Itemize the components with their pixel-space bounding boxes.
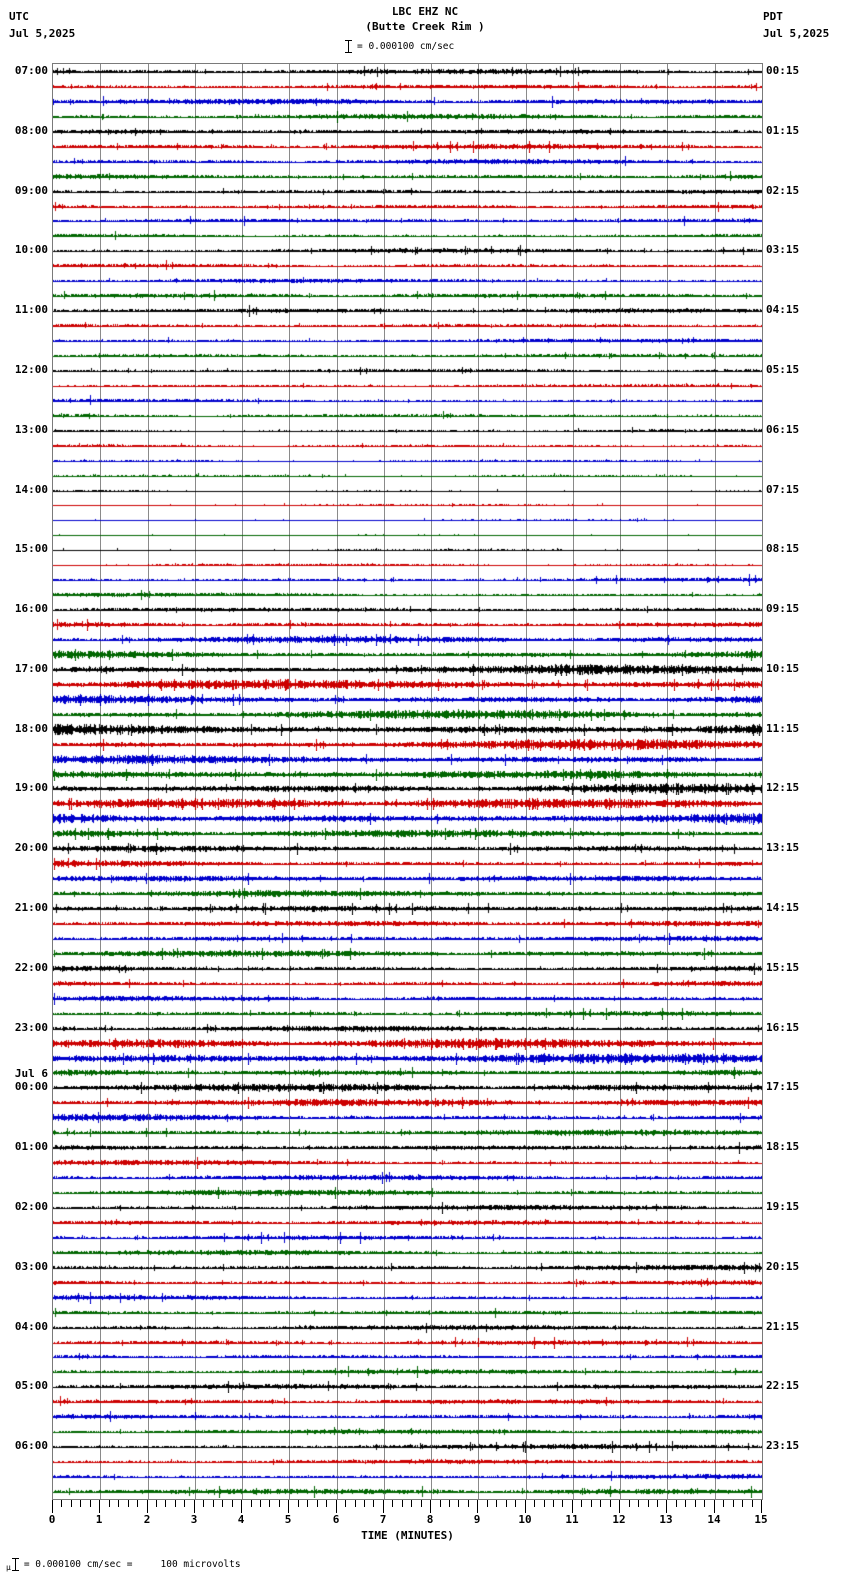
- seismic-trace-row[interactable]: [53, 812, 762, 825]
- seismic-trace-row[interactable]: [53, 1081, 762, 1094]
- seismic-trace-row[interactable]: [53, 872, 762, 885]
- seismic-trace-row[interactable]: [53, 573, 762, 586]
- hour-label-pdt: 01:15: [766, 123, 800, 137]
- seismic-trace-row[interactable]: [53, 1052, 762, 1065]
- seismic-trace-row[interactable]: [53, 827, 762, 840]
- header-center-block: [0, 5, 850, 34]
- seismic-trace-row[interactable]: [53, 65, 762, 78]
- seismic-trace-row[interactable]: [53, 962, 762, 975]
- hour-label-pdt: 23:15: [766, 1439, 800, 1453]
- seismic-trace-row[interactable]: [53, 364, 762, 377]
- header: [0, 0, 850, 58]
- axis-tick-minor: [506, 1500, 507, 1507]
- seismic-trace-row[interactable]: [53, 887, 762, 900]
- seismic-trace-row[interactable]: [53, 678, 762, 691]
- hour-label-pdt: 06:15: [766, 422, 800, 436]
- axis-tick-label: 9: [473, 1513, 481, 1526]
- axis-tick-minor: [345, 1500, 346, 1507]
- seismic-trace-row[interactable]: [53, 1156, 762, 1169]
- axis-tick-minor: [440, 1500, 441, 1507]
- axis-tick-minor: [648, 1500, 649, 1507]
- seismic-trace-row[interactable]: [53, 469, 762, 482]
- axis-tick-minor: [591, 1500, 592, 1507]
- axis-tick-minor: [80, 1500, 81, 1507]
- axis-tick-major: [619, 1500, 620, 1513]
- axis-tick-label: 2: [143, 1513, 151, 1526]
- axis-tick-minor: [298, 1500, 299, 1507]
- axis-tick-label: 14: [707, 1513, 721, 1526]
- axis-tick-minor: [364, 1500, 365, 1507]
- hour-label-utc: 19:00: [14, 781, 48, 795]
- axis-tick-major: [194, 1500, 195, 1513]
- axis-tick-minor: [695, 1500, 696, 1507]
- ibeam-scale-icon: [12, 1558, 19, 1571]
- seismic-trace-row[interactable]: [53, 1395, 762, 1408]
- seismic-trace-row[interactable]: [53, 1171, 762, 1184]
- pdt-date: Jul 5,2025: [763, 27, 830, 40]
- footer-scale-legend: [6, 1558, 241, 1571]
- seismic-trace-row[interactable]: [53, 424, 762, 437]
- axis-tick-minor: [487, 1500, 488, 1507]
- seismic-trace-row[interactable]: [53, 588, 762, 601]
- seismic-trace-row[interactable]: [53, 1455, 762, 1468]
- hour-label-utc: 10:00: [14, 243, 48, 257]
- station-subtitle: (Butte Creek Rim ): [365, 20, 485, 33]
- seismic-trace-row[interactable]: [53, 977, 762, 990]
- axis-tick-minor: [685, 1500, 686, 1507]
- axis-tick-minor: [71, 1500, 72, 1507]
- seismic-trace-row[interactable]: [53, 618, 762, 631]
- axis-tick-minor: [61, 1500, 62, 1507]
- hour-label-pdt: 09:15: [766, 602, 800, 616]
- seismic-trace-row[interactable]: [53, 454, 762, 467]
- axis-tick-major: [241, 1500, 242, 1513]
- axis-tick-major: [99, 1500, 100, 1513]
- seismic-trace-row[interactable]: [53, 304, 762, 317]
- seismic-trace-row[interactable]: [53, 558, 762, 571]
- seismic-trace-row[interactable]: [53, 289, 762, 302]
- seismic-trace-row[interactable]: [53, 1336, 762, 1349]
- day-boundary-label: Jul 6: [14, 1067, 48, 1081]
- seismic-trace-row[interactable]: [53, 319, 762, 332]
- hour-label-utc: 15:00: [14, 542, 48, 556]
- seismic-trace-row[interactable]: [53, 603, 762, 616]
- seismic-trace-row[interactable]: [53, 768, 762, 781]
- seismic-trace-row[interactable]: [53, 1425, 762, 1438]
- axis-tick-minor: [553, 1500, 554, 1507]
- axis-tick-minor: [496, 1500, 497, 1507]
- seismic-trace-row[interactable]: [53, 902, 762, 915]
- seismic-trace-row[interactable]: [53, 857, 762, 870]
- hour-label-utc: 23:00: [14, 1020, 48, 1034]
- seismic-trace-row[interactable]: [53, 140, 762, 153]
- axis-tick-minor: [373, 1500, 374, 1507]
- seismic-trace-row[interactable]: [53, 1141, 762, 1154]
- seismic-trace-row[interactable]: [53, 1096, 762, 1109]
- hour-label-pdt: 12:15: [766, 781, 800, 795]
- seismic-trace-row[interactable]: [53, 244, 762, 257]
- hour-label-utc: 17:00: [14, 661, 48, 675]
- axis-tick-minor: [676, 1500, 677, 1507]
- seismic-trace-row[interactable]: [53, 214, 762, 227]
- axis-tick-minor: [232, 1500, 233, 1507]
- helicorder-plot-area[interactable]: [52, 63, 763, 1500]
- hour-label-pdt: 14:15: [766, 901, 800, 915]
- hour-label-utc: 16:00: [14, 602, 48, 616]
- seismic-trace-row[interactable]: [53, 1037, 762, 1050]
- header-right-timezone-block: [763, 8, 829, 42]
- axis-tick-minor: [213, 1500, 214, 1507]
- seismic-trace-row[interactable]: [53, 1111, 762, 1124]
- axis-tick-minor: [175, 1500, 176, 1507]
- axis-tick-minor: [165, 1500, 166, 1507]
- axis-tick-major: [52, 1500, 53, 1513]
- axis-tick-minor: [279, 1500, 280, 1507]
- hour-label-pdt: 05:15: [766, 362, 800, 376]
- header-scale-text: = 0.000100 cm/sec: [357, 40, 455, 52]
- seismic-trace-row[interactable]: [53, 1126, 762, 1139]
- axis-tick-minor: [723, 1500, 724, 1507]
- axis-tick-label: 3: [190, 1513, 198, 1526]
- axis-tick-minor: [629, 1500, 630, 1507]
- seismic-trace-row[interactable]: [53, 723, 762, 736]
- axis-tick-major: [714, 1500, 715, 1513]
- seismic-trace-row[interactable]: [53, 155, 762, 168]
- seismic-trace-row[interactable]: [53, 708, 762, 721]
- seismic-trace-row[interactable]: [53, 753, 762, 766]
- axis-tick-label: 10: [518, 1513, 532, 1526]
- axis-tick-minor: [600, 1500, 601, 1507]
- hour-label-utc: 03:00: [14, 1259, 48, 1273]
- seismic-trace-row[interactable]: [53, 842, 762, 855]
- seismic-trace-row[interactable]: [53, 439, 762, 452]
- seismic-trace-row[interactable]: [53, 1276, 762, 1289]
- seismic-trace-row[interactable]: [53, 797, 762, 810]
- axis-tick-minor: [638, 1500, 639, 1507]
- axis-tick-minor: [704, 1500, 705, 1507]
- axis-tick-major: [572, 1500, 573, 1513]
- axis-tick-minor: [544, 1500, 545, 1507]
- seismic-trace-row[interactable]: [53, 125, 762, 138]
- seismic-trace-row[interactable]: [53, 1066, 762, 1079]
- hour-label-pdt: 08:15: [766, 542, 800, 556]
- seismic-trace-row[interactable]: [53, 1440, 762, 1453]
- axis-tick-minor: [326, 1500, 327, 1507]
- axis-tick-label: 5: [284, 1513, 292, 1526]
- header-scale-legend: [345, 38, 454, 54]
- hour-label-utc: 13:00: [14, 422, 48, 436]
- axis-tick-minor: [515, 1500, 516, 1507]
- hour-label-utc: 11:00: [14, 303, 48, 317]
- seismic-trace-row[interactable]: [53, 394, 762, 407]
- seismic-trace-row[interactable]: [53, 1321, 762, 1334]
- seismic-trace-row[interactable]: [53, 947, 762, 960]
- axis-tick-major: [430, 1500, 431, 1513]
- axis-tick-minor: [468, 1500, 469, 1507]
- hour-label-pdt: 00:15: [766, 63, 800, 77]
- hour-label-utc: 02:00: [14, 1200, 48, 1214]
- hour-label-utc: 18:00: [14, 721, 48, 735]
- axis-tick-label: 13: [659, 1513, 673, 1526]
- seismic-trace-row[interactable]: [53, 693, 762, 706]
- axis-tick-minor: [260, 1500, 261, 1507]
- hour-label-pdt: 10:15: [766, 661, 800, 675]
- axis-tick-minor: [562, 1500, 563, 1507]
- seismic-trace-row[interactable]: [53, 185, 762, 198]
- axis-tick-major: [383, 1500, 384, 1513]
- seismic-trace-row[interactable]: [53, 528, 762, 541]
- seismic-trace-row[interactable]: [53, 917, 762, 930]
- axis-tick-minor: [458, 1500, 459, 1507]
- seismic-trace-row[interactable]: [53, 229, 762, 242]
- axis-tick-minor: [118, 1500, 119, 1507]
- seismic-trace-row[interactable]: [53, 1231, 762, 1244]
- axis-tick-label: 6: [332, 1513, 340, 1526]
- axis-tick-minor: [203, 1500, 204, 1507]
- seismic-trace-row[interactable]: [53, 932, 762, 945]
- axis-tick-major: [147, 1500, 148, 1513]
- axis-tick-label: 11: [565, 1513, 579, 1526]
- hour-label-utc: 05:00: [14, 1379, 48, 1393]
- seismic-trace-row[interactable]: [53, 484, 762, 497]
- seismic-trace-row[interactable]: [53, 1261, 762, 1274]
- seismic-trace-row[interactable]: [53, 992, 762, 1005]
- hour-label-pdt: 16:15: [766, 1020, 800, 1034]
- axis-tick-minor: [251, 1500, 252, 1507]
- axis-tick-label: 12: [612, 1513, 626, 1526]
- seismic-trace-row[interactable]: [53, 1022, 762, 1035]
- axis-tick-label: 15: [754, 1513, 768, 1526]
- hour-label-utc: 12:00: [14, 362, 48, 376]
- seismic-trace-row[interactable]: [53, 1380, 762, 1393]
- hour-label-pdt: 22:15: [766, 1379, 800, 1393]
- seismic-trace-row[interactable]: [53, 1201, 762, 1214]
- axis-tick-minor: [184, 1500, 185, 1507]
- hour-label-pdt: 20:15: [766, 1259, 800, 1273]
- axis-title: TIME (MINUTES): [361, 1529, 454, 1542]
- hour-label-pdt: 04:15: [766, 303, 800, 317]
- seismic-trace-row[interactable]: [53, 1306, 762, 1319]
- axis-tick-minor: [449, 1500, 450, 1507]
- hour-label-pdt: 03:15: [766, 243, 800, 257]
- axis-tick-minor: [109, 1500, 110, 1507]
- axis-tick-minor: [581, 1500, 582, 1507]
- seismic-trace-row[interactable]: [53, 200, 762, 213]
- axis-tick-minor: [411, 1500, 412, 1507]
- seismic-trace-row[interactable]: [53, 95, 762, 108]
- axis-tick-minor: [752, 1500, 753, 1507]
- seismic-trace-row[interactable]: [53, 170, 762, 183]
- axis-tick-minor: [269, 1500, 270, 1507]
- axis-tick-minor: [137, 1500, 138, 1507]
- seismic-trace-row[interactable]: [53, 274, 762, 287]
- seismic-trace-row[interactable]: [53, 1350, 762, 1363]
- hour-label-utc: 09:00: [14, 183, 48, 197]
- axis-tick-label: 4: [237, 1513, 245, 1526]
- hour-label-utc: 01:00: [14, 1140, 48, 1154]
- axis-tick-major: [288, 1500, 289, 1513]
- seismic-trace-row[interactable]: [53, 1246, 762, 1259]
- axis-tick-major: [666, 1500, 667, 1513]
- seismic-trace-row[interactable]: [53, 498, 762, 511]
- seismic-trace-row[interactable]: [53, 1216, 762, 1229]
- seismic-trace-row[interactable]: [53, 379, 762, 392]
- hour-label-pdt: 11:15: [766, 721, 800, 735]
- hour-label-utc: 14:00: [14, 482, 48, 496]
- hour-label-utc: 07:00: [14, 63, 48, 77]
- seismic-trace-row[interactable]: [53, 334, 762, 347]
- axis-tick-label: 8: [426, 1513, 434, 1526]
- axis-tick-minor: [156, 1500, 157, 1507]
- axis-tick-major: [477, 1500, 478, 1513]
- axis-tick-minor: [222, 1500, 223, 1507]
- seismic-trace-row[interactable]: [53, 1186, 762, 1199]
- hour-label-pdt: 17:15: [766, 1080, 800, 1094]
- seismic-trace-row[interactable]: [53, 1410, 762, 1423]
- seismic-trace-row[interactable]: [53, 633, 762, 646]
- axis-tick-label: 7: [379, 1513, 387, 1526]
- micro-symbol: μ: [6, 1562, 11, 1572]
- seismic-trace-row[interactable]: [53, 543, 762, 556]
- seismic-trace-row[interactable]: [53, 738, 762, 751]
- seismic-trace-row[interactable]: [53, 513, 762, 526]
- axis-tick-major: [761, 1500, 762, 1513]
- axis-tick-minor: [90, 1500, 91, 1507]
- hour-label-utc: 20:00: [14, 841, 48, 855]
- axis-tick-major: [336, 1500, 337, 1513]
- hour-label-utc: 08:00: [14, 123, 48, 137]
- seismic-trace-row[interactable]: [53, 1291, 762, 1304]
- hour-label-pdt: 19:15: [766, 1200, 800, 1214]
- seismic-trace-row[interactable]: [53, 1007, 762, 1020]
- axis-tick-minor: [402, 1500, 403, 1507]
- hour-label-pdt: 07:15: [766, 482, 800, 496]
- hour-label-pdt: 18:15: [766, 1140, 800, 1154]
- axis-tick-minor: [307, 1500, 308, 1507]
- axis-tick-minor: [128, 1500, 129, 1507]
- utc-date: Jul 5,2025: [9, 27, 76, 40]
- hour-label-utc: 00:00: [14, 1080, 48, 1094]
- seismic-trace-row[interactable]: [53, 1485, 762, 1498]
- axis-tick-major: [525, 1500, 526, 1513]
- axis-tick-label: 1: [95, 1513, 103, 1526]
- axis-tick-label: 0: [48, 1513, 56, 1526]
- seismic-trace-row[interactable]: [53, 80, 762, 93]
- utc-label: UTC: [9, 10, 29, 23]
- axis-tick-minor: [610, 1500, 611, 1507]
- axis-tick-minor: [534, 1500, 535, 1507]
- seismic-trace-row[interactable]: [53, 259, 762, 272]
- axis-tick-minor: [733, 1500, 734, 1507]
- seismic-trace-row[interactable]: [53, 349, 762, 362]
- hour-label-utc: 22:00: [14, 960, 48, 974]
- axis-tick-minor: [355, 1500, 356, 1507]
- hour-label-pdt: 13:15: [766, 841, 800, 855]
- seismic-trace-row[interactable]: [53, 782, 762, 795]
- footer-scale-text-right: 100 microvolts: [160, 1559, 241, 1570]
- axis-tick-minor: [657, 1500, 658, 1507]
- seismic-trace-row[interactable]: [53, 648, 762, 661]
- pdt-label: PDT: [763, 10, 783, 23]
- axis-tick-minor: [317, 1500, 318, 1507]
- hour-label-pdt: 15:15: [766, 960, 800, 974]
- hour-label-utc: 21:00: [14, 901, 48, 915]
- station-title: LBC EHZ NC: [391, 5, 459, 18]
- hour-label-utc: 06:00: [14, 1439, 48, 1453]
- hour-label-pdt: 02:15: [766, 183, 800, 197]
- ibeam-scale-icon: [345, 40, 352, 53]
- hour-label-pdt: 21:15: [766, 1319, 800, 1333]
- seismic-trace-row[interactable]: [53, 409, 762, 422]
- footer-scale-text-left: = 0.000100 cm/sec =: [23, 1559, 133, 1570]
- seismic-trace-row[interactable]: [53, 1470, 762, 1483]
- axis-tick-minor: [421, 1500, 422, 1507]
- seismic-trace-row[interactable]: [53, 1365, 762, 1378]
- seismic-trace-row[interactable]: [53, 663, 762, 676]
- hour-label-utc: 04:00: [14, 1319, 48, 1333]
- axis-tick-minor: [392, 1500, 393, 1507]
- axis-tick-minor: [742, 1500, 743, 1507]
- seismic-trace-row[interactable]: [53, 110, 762, 123]
